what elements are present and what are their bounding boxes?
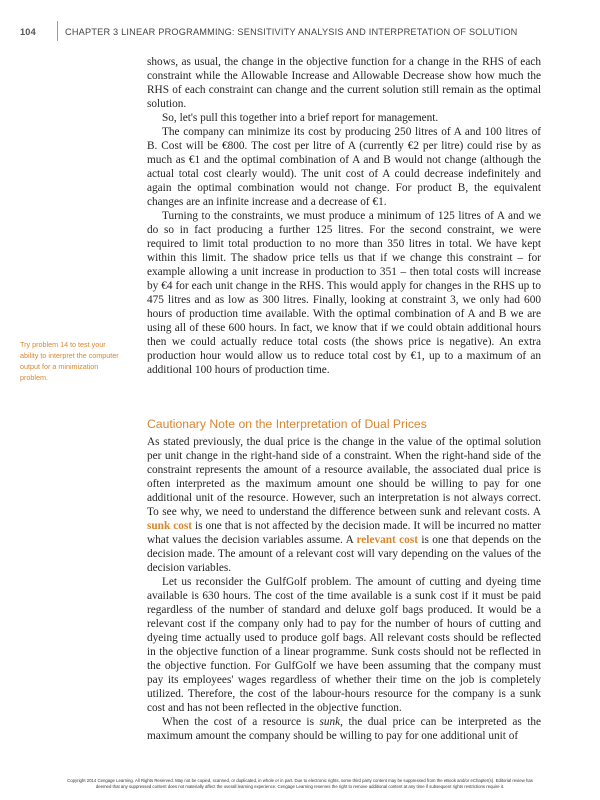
paragraph-cost-summary: The company can minimize its cost by producing 250 litres of A and 100 litres of B. Cost will be €800. The cost per litre of A (currently €2 per litre) could rise by as much as €1 and the optimal combination of A and B would not change (although the actual total cost clearly would). The unit cost of A could decrease indefinitely and again the optimal combination would not change. For product B, the equivalent changes are an infinite increase and a decrease of €1.: [147, 126, 541, 208]
chapter-title: CHAPTER 3 LINEAR PROGRAMMING: SENSITIVITY ANALYSIS AND INTERPRETATION OF SOLUTION: [65, 27, 518, 37]
footer-line-1: Copyright 2014 Cengage Learning. All Rights Reserved. May not be copied, scanned, or duplicated, in whole or in part. Due to electronic rights, some third party content may be suppressed from the eBook and/or eChapter(s). Editorial review has: [67, 778, 533, 783]
term-sunk-cost: sunk cost: [147, 520, 193, 532]
margin-note: Try problem 14 to test your ability to interpret the computer output for a minimization problem.: [20, 340, 119, 382]
text-run: , the dual price can be interpreted as the maximum amount the company should be willing to pay for one additional unit of: [147, 716, 541, 742]
text-run: is one that is not affected by the decision made. It will be incurred no matter what values the decision variables assume. A: [147, 520, 541, 546]
paragraph-dual-price: [147, 435, 541, 575]
paragraph-gulfgolf: Let us reconsider the GulfGolf problem. The amount of cutting and dyeing time available is 630 hours. The cost of the time available is a sunk cost if it must be paid regardless of the number of standard and deluxe golf bags produced. It would be a relevant cost if the company only had to pay for the number of hours of cutting and dyeing time actually used to produce golf bags. All relevant costs should be reflected in the objective function of a linear programme. Sunk costs should not be reflected in the objective function. For GulfGolf we have been assuming that the company must pay its employees' wages regardless of whether their time on the job is completely utilized. Therefore, the cost of the labour-hours resource for the company is a sunk cost and has not been reflected in the objective function.: [147, 576, 541, 714]
body-top: [147, 55, 541, 377]
body-section: [147, 435, 541, 743]
header-divider: [57, 21, 58, 41]
text-run: When the cost of a resource is: [162, 716, 320, 728]
section-heading: Cautionary Note on the Interpretation of Dual Prices: [147, 417, 427, 431]
term-relevant-cost: relevant cost: [356, 534, 418, 546]
page-number: 104: [20, 27, 36, 37]
copyright-footer: [30, 778, 570, 790]
text-run: As stated previously, the dual price is the change in the value of the optimal solution per unit change in the right-hand side of a constraint. When the right-hand side of the constraint represents the amount of a resource available, the associated dual price is often interpreted as the maximum amount one should be willing to pay for one additional unit of the resource. However, such an interpretation is not always correct. To see why, we need to understand the difference between sunk and relevant costs. A: [147, 436, 541, 518]
paragraph-constraints: Turning to the constraints, we must produce a minimum of 125 litres of A and we do so in fact producing a further 125 litres. For the second constraint, we were required to limit total production to no more than 350 litres in total. We have kept within this limit. The shadow price tells us that if we change this constraint – for example allowing a unit increase in production to 351 – then total costs will increase by €4 for each unit change in the RHS. This would apply for changes in the RHS up to 475 litres and as low as 300 litres. Finally, looking at constraint 3, we only had 600 hours of production time available. With the optimal combination of A and B we are using all of these 600 hours. In fact, we know that if we could obtain additional hours then we could actually reduce total costs (the shows price is negative). An extra production hour would allow us to reduce total cost by €1, up to a maximum of an additional 100 hours of production time.: [147, 210, 541, 376]
running-header: [20, 27, 580, 41]
paragraph-rhs-report: shows, as usual, the change in the objective function for a change in the RHS of each constraint while the Allowable Increase and Allowable Decrease show how much the RHS of each constraint can change and the current solution still remain as the optimal solution.: [147, 56, 541, 110]
paragraph-sunk-resource: [147, 715, 541, 743]
text-run: is one that depends on the decision made. The amount of a relevant cost will vary depending on the values of the decision variables.: [147, 534, 541, 574]
footer-line-2: deemed that any suppressed content does not materially affect the overall learning experience. Cengage Learning reserves the right to remove additional content at any time if subsequent rights restrictions require it.: [95, 784, 505, 789]
paragraph-management-report: So, let's pull this together into a brief report for management.: [162, 112, 439, 124]
emphasis-sunk: sunk: [319, 716, 341, 728]
